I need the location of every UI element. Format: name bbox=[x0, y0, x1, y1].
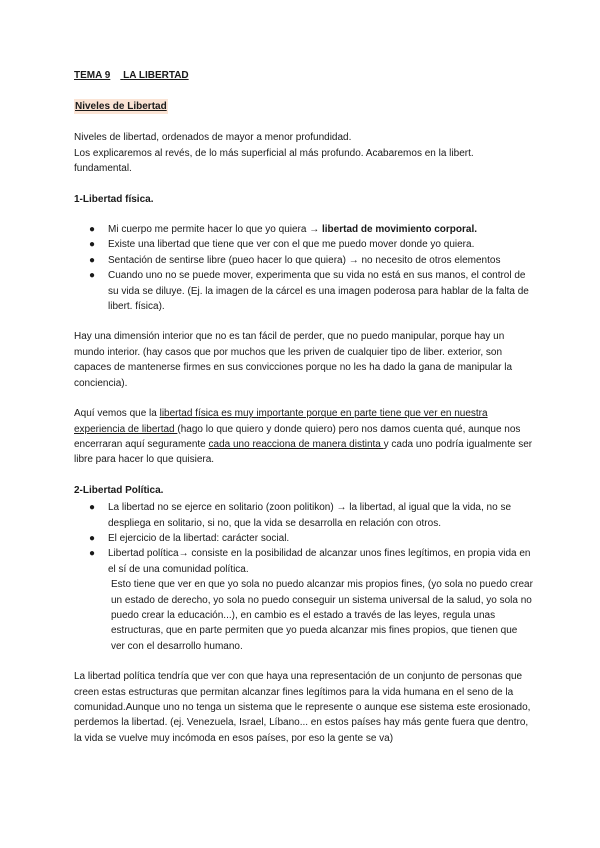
intro-line-1: Niveles de libertad, ordenados de mayor a menor profundidad. bbox=[74, 132, 352, 144]
paragraph-fines-propios: Esto tiene que ver en que yo sola no puedo alcanzar mis propios fines, (yo sola no puedo crear un estado de derecho, yo sola no puedo conseguir un sistema universal de la salud, yo sola no puedo crear la educación...), en cambio es el estado a través de las leyes, regula unas estructuras, que en parte permiten que yo pueda alcanzar mis fines propios, que tienen que ver con el desarrollo humano. bbox=[111, 579, 533, 652]
bullet-icon: ● bbox=[89, 254, 96, 266]
paragraph-libertad-politica-representacion: La libertad política tendría que ver con que haya una representación de un conjunto de personas que creen estas estructuras que permitan alcanzar fines legítimos para la vida humana en el seno de la comunidad.Aunque uno no tenga un sistema que le represente o aunque ese sistema este erosionado, perdemos la libertad. (ej. Venezuela, Israel, Líbano... en estos países hay más gente fuera que dentro, la vida se vuelve muy incómoda en esos países, por eso la gente se va) bbox=[74, 671, 531, 744]
section-heading-libertad-fisica: 1-Libertad física. bbox=[74, 193, 154, 205]
list-item: ● Existe una libertad que tiene que ver con el que me puedo mover donde yo quiera. bbox=[74, 237, 534, 252]
list-item: ● Sentación de sentirse libre (pueo hacer lo que quiera) → no necesito de otros elementos bbox=[74, 253, 534, 268]
list-item: ● Cuando uno no se puede mover, experimenta que su vida no está en sus manos, el control de su vida se diluye. (Ej. la imagen de la cárcel es una imagen poderosa para hablar de la falta de libert. física). bbox=[89, 270, 529, 313]
bullet-icon: ● bbox=[89, 270, 96, 282]
list-item: ● Libertad política→ consiste en la posibilidad de alcanzar unos fines legítimos, en propia vida en el sí de una comunidad política. bbox=[89, 548, 531, 575]
list-item: ● La libertad no se ejerce en solitario (zoon politikon) → la libertad, al igual que la vida, no se despliega en solitario, si no, que la vida se desarrolla en relación con otros. bbox=[89, 502, 512, 529]
page-title bbox=[74, 68, 534, 83]
paragraph-libertad-fisica-importante: Aquí vemos que la libertad física es muy importante porque en parte tiene que ver en nuestra experiencia de libertad (hago lo que quiero y donde quiero) pero nos damos cuenta qué, aunque nos encerraran aquí seguramente cada uno reacciona de manera distinta y cada uno podría igualmente ser libre para hacer lo que quisiera. bbox=[74, 408, 533, 466]
title-number: TEMA 9 bbox=[74, 70, 111, 81]
list-item: ● El ejercicio de la libertad: carácter social. bbox=[74, 531, 534, 546]
title-text: LA LIBERTAD bbox=[123, 70, 189, 81]
bullet-list-libertad-politica bbox=[74, 500, 534, 577]
intro-line-2: Los explicaremos al revés, de lo más superficial al más profundo. Acabaremos en la libert. fundamental. bbox=[74, 147, 474, 175]
bullet-icon: ● bbox=[89, 548, 96, 560]
section-subtitle: Niveles de Libertad bbox=[74, 99, 168, 114]
list-item: ● Mi cuerpo me permite hacer lo que yo quiera → libertad de movimiento corporal. bbox=[74, 222, 534, 237]
paragraph-dimension-interior: Hay una dimensión interior que no es tan fácil de perder, que no puedo manipular, porque hay un mundo interior. (hay casos que por muchos que les priven de cualquier tipo de liber. exterior, son capaces de mantenerse firmes en sus convicciones porque no les ha dado la gana de manipular la conciencia). bbox=[74, 331, 513, 389]
section-heading-libertad-politica: 2-Libertad Política. bbox=[74, 484, 164, 496]
intro-paragraph bbox=[74, 130, 534, 176]
bullet-list-libertad-fisica bbox=[74, 222, 534, 314]
bullet-icon: ● bbox=[89, 502, 96, 514]
bullet-icon: ● bbox=[89, 532, 96, 544]
bullet-icon: ● bbox=[89, 239, 96, 251]
document-content bbox=[74, 68, 534, 761]
bullet-icon: ● bbox=[89, 224, 96, 236]
